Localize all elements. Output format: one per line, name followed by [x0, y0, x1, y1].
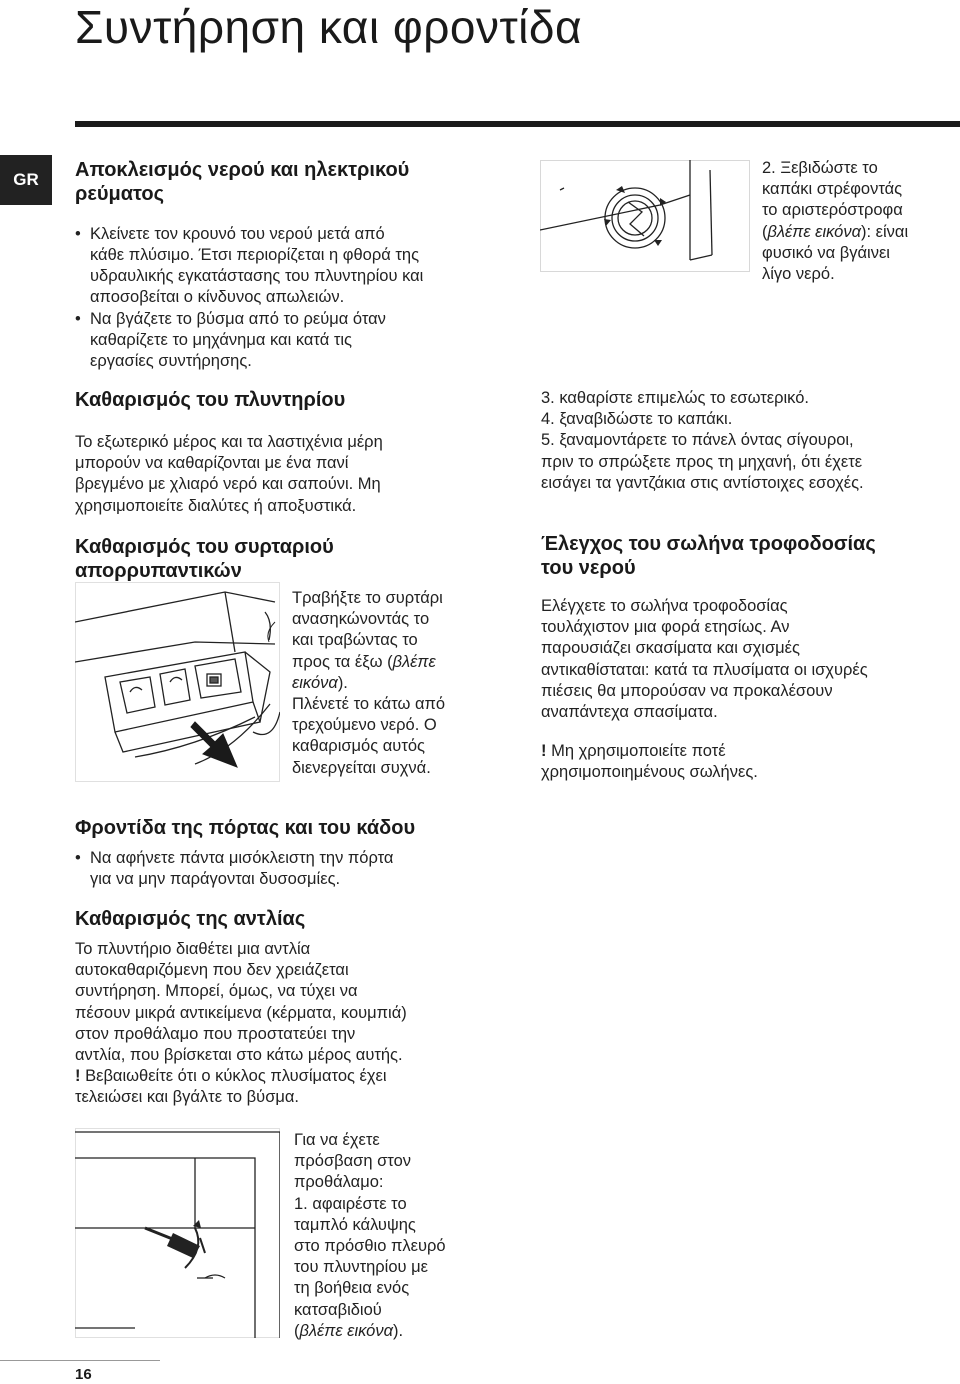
section-title-drawer-cleaning: Καθαρισμός του συρταριού απορρυπαντικών	[75, 536, 334, 582]
paragraph-access-prechamber: Για να έχετε πρόσβαση στον προθάλαμο: 1. αφαιρέστε το ταμπλό κάλυψης στο πρόσθιο πλευρό του πλυντηρίου με τη βοήθεια ενός κατσαβιδιού (βλέπε εικόνα).	[294, 1131, 446, 1340]
warning-mark: !	[541, 742, 547, 760]
paragraph-pump-cleaning: Το πλυντήριο διαθέτει μια αντλία αυτοκαθαριζόμενη που δεν χρειάζεται συντήρηση. Μπορεί, όμως, να τύχει να πέσουν μικρά αντικείμενα (κέρματα, κουμπιά) στον προθάλαμο που προστατεύει την αντλία, που βρίσκεται στο κάτω μέρος αυτής. ! Βεβαιωθείτε ότι ο κύκλος πλυσίματος έχει τελειώσει και βγάλτε το βύσμα.	[75, 940, 407, 1107]
paragraph-washer-cleaning: Το εξωτερικό μέρος και τα λαστιχένια μέρη μπορούν να καθαρίζονται με ένα πανί βρεγμένο με χλιαρό νερό και σαπούνι. Μη χρησιμοποιείτε διαλύτες ή αποξυστικά.	[75, 433, 383, 515]
title-rule	[75, 121, 960, 127]
section-title-door-drum: Φροντίδα της πόρτας και του κάδου	[75, 817, 416, 839]
section-title-hose-check: Έλεγχος του σωλήνα τροφοδοσίας του νερού	[541, 533, 876, 579]
bullet-icon: •	[75, 225, 81, 243]
paragraph-steps-3-5: 3. καθαρίστε επιμελώς το εσωτερικό. 4. ξαναβιδώστε το καπάκι. 5. ξαναμοντάρετε το πάνελ όντας σίγουροι, πριν το σπρώξετε προς τη μηχανή, ότι έχετε εισάγει τα γαντζάκια στις αντίστοιχες εσοχές.	[541, 389, 864, 492]
pump-cap-illustration	[540, 160, 750, 272]
bullet-icon: •	[75, 849, 81, 867]
section-title-pump-cleaning: Καθαρισμός της αντλίας	[75, 908, 306, 930]
paragraph-step-2: 2. Ξεβιδώστε το καπάκι στρέφοντάς το αριστερόστροφα (βλέπε εικόνα): είναι φυσικό να βγάινει λίγο νερό.	[762, 159, 909, 284]
page-number: 16	[75, 1366, 92, 1383]
bullet-icon: •	[75, 310, 81, 328]
screwdriver-panel-illustration	[75, 1128, 280, 1338]
footer-rule	[0, 1360, 160, 1361]
bullet-unplug: • Να βγάζετε το βύσμα από το ρεύμα όταν καθαρίζετε το μηχάνημα και κατά τις εργασίες συντήρησης.	[75, 310, 386, 370]
language-tab: GR	[0, 155, 52, 205]
page-title: Συντήρηση και φροντίδα	[75, 1, 583, 53]
section-title-water-power: Αποκλεισμός νερού και ηλεκτρικού ρεύματος	[75, 159, 410, 205]
paragraph-hose-warning: ! Μη χρησιμοποιείτε ποτέ χρησιμοποιημένους σωλήνες.	[541, 742, 758, 782]
detergent-drawer-illustration	[75, 582, 280, 782]
paragraph-hose-check: Ελέγχετε το σωλήνα τροφοδοσίας τουλάχιστον μια φορά ετησίως. Αν παρουσιάζει σκασίματα και σχισμές αντικαθίσταται: κατά τα πλυσίματα οι ισχυρές πιέσεις θα μπορούσαν να προκαλέσουν αναπάντεχα σπασίματα.	[541, 597, 868, 722]
bullet-close-tap: • Κλείνετε τον κρουνό του νερού μετά από κάθε πλύσιμο. Έτσι περιορίζεται η φθορά της υδραυλικής εγκατάστασης του πλυντηρίου και αποσοβείται ο κίνδυνος απωλειών.	[75, 225, 424, 306]
section-title-washer-cleaning: Καθαρισμός του πλυντηρίου	[75, 389, 346, 411]
warning-mark: !	[75, 1067, 81, 1086]
page-footer	[0, 1360, 160, 1384]
bullet-door-ajar: • Να αφήνετε πάντα μισόκλειστη την πόρτα για να μην παράγονται δυσοσμίες.	[75, 849, 394, 888]
paragraph-drawer-cleaning: Τραβήξτε το συρτάρι ανασηκώνοντάς το και τραβώντας το προς τα έξω (βλέπε εικόνα). Πλένετέ το κάτω από τρεχούμενο νερό. Ο καθαρισμός αυτός διενεργείται συχνά.	[292, 589, 446, 777]
